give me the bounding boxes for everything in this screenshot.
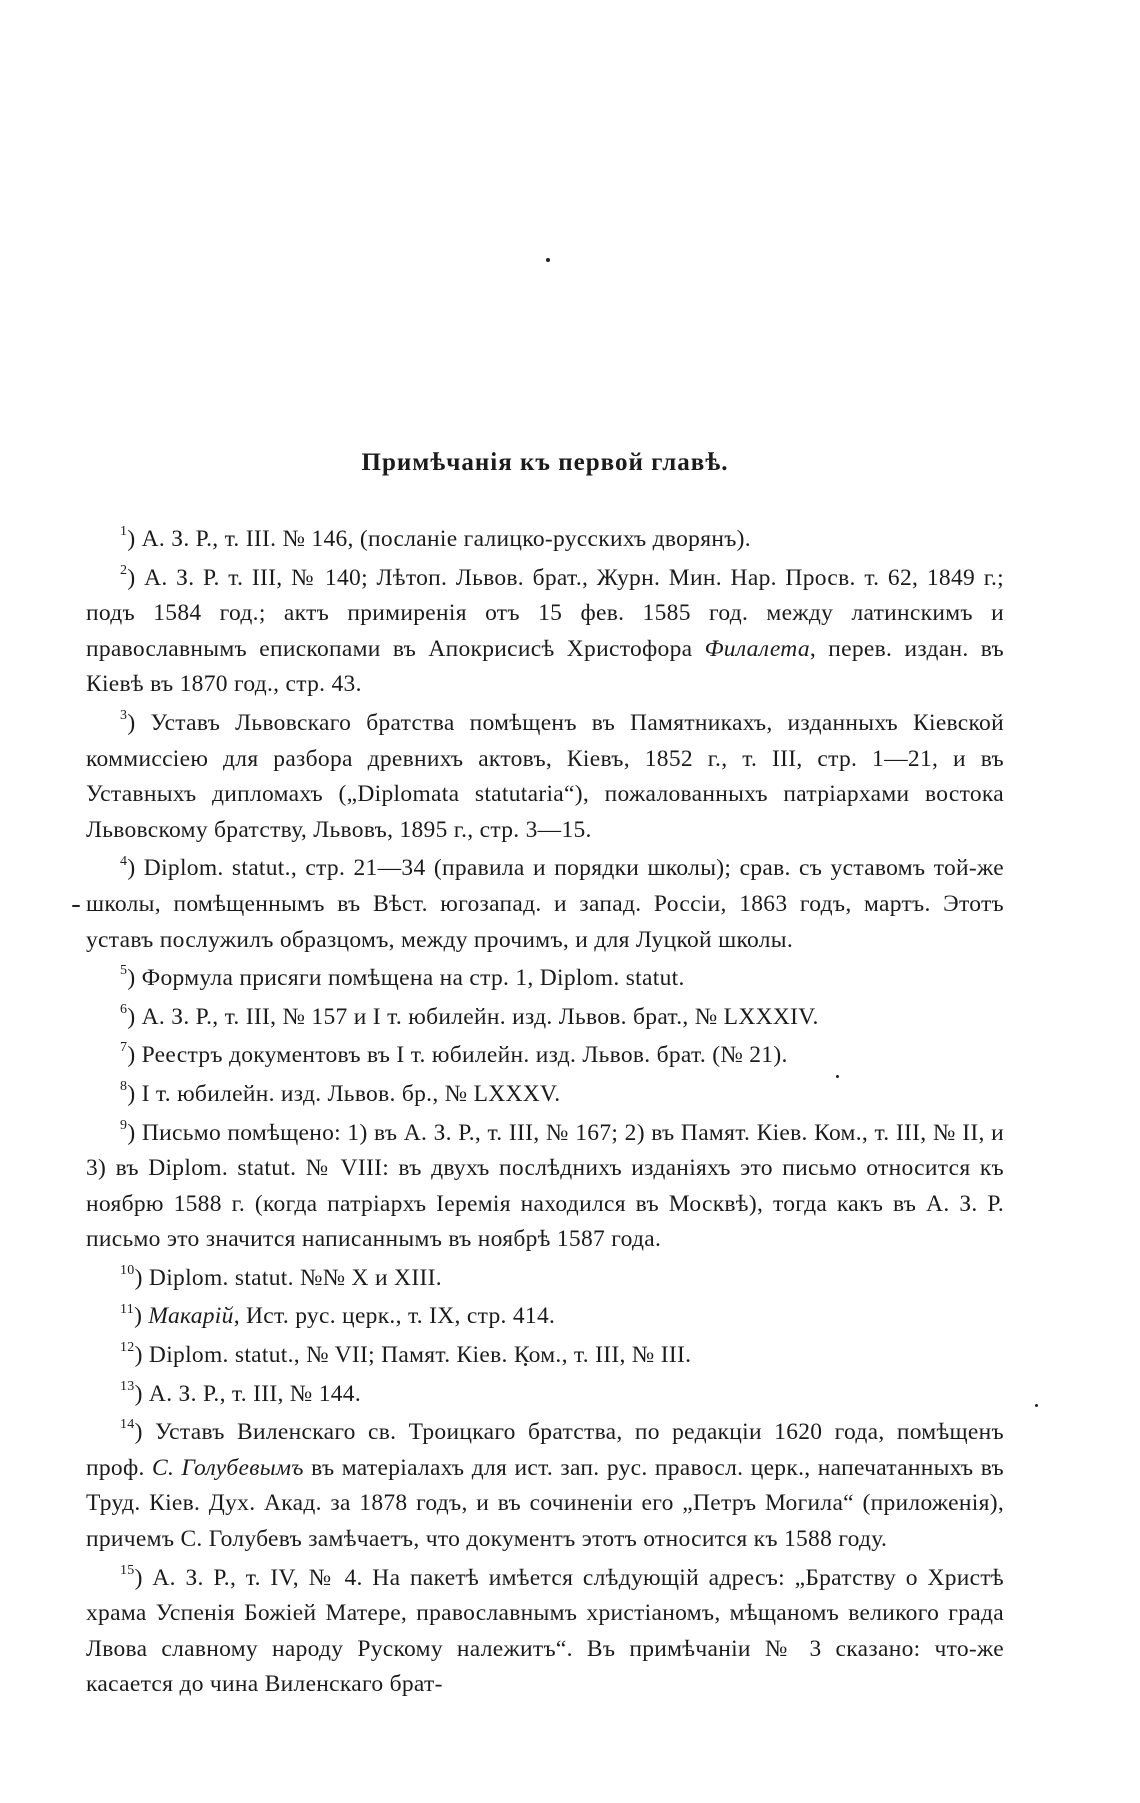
footnote-text: въ матеріалахъ для ист. зап. рус. правосл. церк., напечатанныхъ въ Труд. Кіев. Дух. Акад. за 1878 годъ, и въ сочиненіи его „Петръ Могила“ (приложенія), причемъ С. Голубевъ замѣчаетъ, что документъ этотъ относится къ 1588 году. (86, 1454, 1004, 1553)
footnote-paren: ) (134, 1564, 153, 1591)
footnote-number: 15 (120, 1562, 135, 1578)
footnote-6 (86, 1000, 1004, 1036)
footnote-number: 1 (120, 524, 128, 540)
footnote-text: Diplom. statut. №№ X и XIII. (148, 1264, 442, 1291)
footnote-text: А. З. Р. т. III, № 140; Лѣтоп. Львов. брат., Журн. Мин. Нар. Просв. т. 62, 1849 г.; подъ 1584 год.; актъ примиренія отъ 15 фев. 1585 год. между латинскимъ и православнымъ епископами въ Апокрисисѣ Христофора (86, 564, 1004, 662)
chapter-notes-title: Примѣчанія къ первой главѣ. (361, 449, 729, 476)
footnote-number: 14 (120, 1417, 135, 1433)
footnote-text: Уставъ Виленскаго св. Троицкаго братства, по редакціи 1620 года, помѣщенъ проф. (86, 1419, 1004, 1481)
footnote-text: А. З. Р., т. III. № 146, (посланіе галицко-русскихъ дворянъ). (141, 526, 751, 552)
footnote-paren: ) (127, 1080, 142, 1107)
page-content (86, 446, 1004, 1706)
footnote-number: 2 (120, 562, 128, 578)
ink-speck (72, 905, 80, 907)
footnote-number: 6 (120, 1001, 128, 1017)
ink-speck (546, 258, 550, 262)
footnote-text: Реестръ документовъ въ I т. юбилейн. изд. Львов. брат. (№ 21). (141, 1042, 788, 1069)
footnote-number: 13 (120, 1378, 135, 1394)
ink-speck (1035, 1404, 1038, 1407)
footnote-13 (86, 1377, 1004, 1413)
footnote-text: А. З. Р., т. III, № 157 и I т. юбилейн. изд. Львов. брат., № LXXXIV. (141, 1003, 819, 1030)
footnote-paren: ) (134, 1419, 156, 1446)
footnote-number: 5 (120, 963, 128, 979)
footnote-text: А. З. Р., т. IV, № 4. На пакетѣ имѣется слѣдующій адресъ: „Братству о Христѣ храма Успенія Божіей Матере, православнымъ христіаномъ, мѣщаномъ великого града Лвова славному народу Рускому належитъ“. Въ примѣчаніи № 3 сказано: что-же касается до чина Виленскаго брат- (86, 1564, 1004, 1698)
footnote-number: 8 (120, 1079, 128, 1095)
footnote-italic-text: Макарій (148, 1303, 234, 1330)
footnote-15 (86, 1561, 1004, 1703)
footnote-9 (86, 1116, 1004, 1258)
footnote-number: 4 (120, 853, 128, 869)
footnote-text: Письмо помѣщено: 1) въ А. З. Р., т. III, № 167; 2) въ Памят. Кіев. Ком., т. III, № II, и 3) въ Diplom. statut. № VIII: въ двухъ послѣднихъ изданіяхъ это письмо относится къ ноябрю 1588 г. (когда патріархъ Іеремія находился въ Москвѣ), тогда какъ въ А. З. Р. письмо это значится написаннымъ въ ноябрѣ 1587 года. (86, 1119, 1004, 1253)
footnote-paren: ) (127, 1003, 142, 1030)
footnote-paren: ) (127, 1119, 142, 1146)
footnote-italic-text: С. Голубевымъ (152, 1454, 304, 1481)
footnote-12 (86, 1338, 1004, 1374)
footnotes-list (86, 522, 1004, 1703)
footnote-number: 9 (120, 1117, 128, 1133)
footnote-10 (86, 1261, 1004, 1297)
footnote-paren: ) (127, 526, 142, 552)
footnote-text: Уставъ Львовскаго братства помѣщенъ въ Памятникахъ, изданныхъ Кіевской коммиссіею для разбора древнихъ актовъ, Кіевъ, 1852 г., т. III, стр. 1—21, и въ Уставныхъ дипломахъ („Diplomata statutaria“), пожалованныхъ патріархами востока Львовскому братству, Львовъ, 1895 г., стр. 3—15. (86, 709, 1004, 843)
footnote-8 (86, 1077, 1004, 1113)
footnote-paren: ) (134, 1380, 149, 1407)
footnote-number: 12 (120, 1340, 135, 1356)
footnote-paren: ) (127, 709, 151, 736)
footnote-14 (86, 1415, 1004, 1557)
footnote-5 (86, 961, 1004, 997)
footnote-number: 11 (120, 1301, 135, 1317)
footnote-4 (86, 851, 1004, 958)
footnote-1 (86, 522, 1004, 558)
footnote-text: Diplom. statut., стр. 21—34 (правила и порядки школы); срав. съ уставомъ той-же школы, помѣщеннымъ въ Вѣст. югозапад. и запад. Россіи, 1863 годъ, мартъ. Этотъ уставъ послужилъ образцомъ, между прочимъ, и для Луцкой школы. (86, 855, 1004, 953)
footnote-text: Diplom. statut., № VII; Памят. Кіев. Ком., т. III, № III. (148, 1342, 692, 1369)
footnote-paren: ) (134, 1303, 149, 1330)
footnote-paren: ) (134, 1264, 149, 1291)
footnote-paren: ) (134, 1342, 149, 1369)
footnote-7 (86, 1038, 1004, 1074)
footnote-number: 7 (120, 1040, 128, 1056)
footnote-text: Формула присяги помѣщена на стр. 1, Diplom. statut. (141, 965, 685, 992)
footnote-paren: ) (127, 965, 142, 992)
footnote-number: 10 (120, 1263, 135, 1279)
footnote-paren: ) (127, 1042, 142, 1069)
footnote-text: I т. юбилейн. изд. Львов. бр., № LXXXV. (141, 1080, 561, 1107)
footnote-number: 3 (120, 708, 128, 724)
footnote-paren: ) (127, 855, 144, 882)
footnote-2 (86, 561, 1004, 703)
footnote-italic-text: Филалета (704, 635, 810, 662)
footnote-3 (86, 706, 1004, 848)
footnote-text: А. З. Р., т. III, № 144. (148, 1380, 362, 1407)
footnote-paren: ) (127, 564, 145, 591)
footnote-text: , перев. издан. въ Кіевѣ въ 1870 год., стр. 43. (86, 635, 1004, 698)
footnote-11 (86, 1299, 1004, 1335)
footnote-text: , Ист. рус. церк., т. IX, стр. 414. (233, 1303, 556, 1330)
